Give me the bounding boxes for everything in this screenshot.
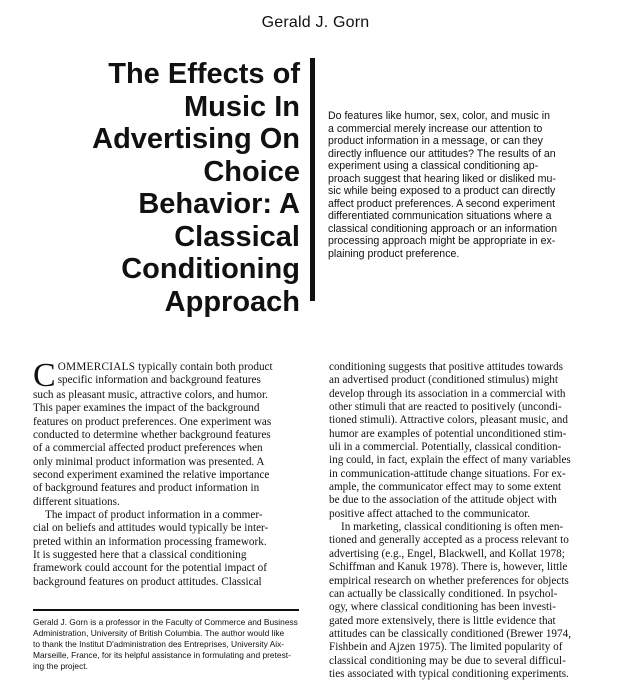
body-line: in communication-attitude change situations. For ex-: [329, 467, 566, 480]
body-line: cial on beliefs and attitudes would typically be inter-: [33, 522, 269, 535]
body-line: [33, 361, 302, 374]
footnote-line: Marseille, France, for its helpful assistance in formulating and pretest-: [33, 650, 291, 660]
drop-cap: C: [33, 357, 56, 394]
body-line: of background features and product information in: [33, 482, 260, 495]
abstract-line: proach suggest that hearing liked or disliked mu-: [328, 172, 556, 185]
lead-word: OMMERCIALS: [57, 361, 136, 373]
body-line: tioned stimuli). Attractive colors, pleasant music, and: [329, 414, 568, 427]
body-line: This paper examines the impact of the background: [33, 402, 260, 415]
body-column-right: [329, 361, 599, 681]
footnote-rule: [33, 609, 299, 611]
body-line: ing could, in fact, explain the effect of many variables: [329, 454, 571, 467]
body-line: features on product preferences. One experiment was: [33, 415, 272, 428]
body-line: an advertised product (conditioned stimulus) might: [329, 374, 558, 387]
body-line: Fishbein and Ajzen 1975). The limited popularity of: [329, 641, 563, 654]
body-line: specific information and background features: [57, 374, 261, 387]
body-line: only minimal product information was presented. A: [33, 455, 265, 468]
body-line: tioned and generally accepted as a process relevant to: [329, 534, 569, 547]
body-line: attitudes can be classically conditioned (Brewer 1974,: [329, 627, 572, 640]
footnote-line: Gerald J. Gorn is a professor in the Faculty of Commerce and Business: [33, 617, 298, 627]
body-line: different situations.: [33, 495, 120, 508]
abstract-line: plaining product preference.: [328, 247, 460, 260]
body-line: It is suggested here that a classical conditioning: [33, 549, 247, 562]
abstract-line: affect product preferences. A second experiment: [328, 197, 556, 210]
body-line: preted within an information processing framework.: [33, 535, 267, 548]
body-line: conditioning suggests that positive attitudes towards: [329, 361, 563, 373]
body-line: empirical research on whether preferences for objects: [329, 574, 569, 587]
body-line: gated more extensively, there is little evidence that: [329, 614, 556, 627]
body-line: other stimuli that are reacted to positively (uncondi-: [329, 401, 562, 414]
abstract-line: sic while being exposed to a product can directly: [328, 185, 556, 197]
body-column-left: [33, 357, 302, 589]
body-line: Schiffman and Kanuk 1978). There is, however, little: [329, 561, 568, 574]
body-line: ample, the communicator effect may to some extent: [329, 481, 562, 494]
title-line: Choice: [203, 155, 300, 188]
title-line: Conditioning: [121, 253, 300, 285]
body-line: classical conditioning may be due to several difficul-: [329, 654, 566, 667]
body-line: positive affect attached to the communicator.: [329, 507, 531, 520]
author-footnote: [33, 617, 301, 672]
abstract-line: directly influence our attitudes? The results of an: [328, 147, 556, 160]
body-line: advertising (e.g., Engel, Blackwell, and Kollat 1978;: [329, 547, 565, 560]
article-title: [0, 58, 300, 318]
body-line: be due to the association of the attitude object with: [329, 494, 557, 507]
body-line: framework could account for the potential impact of: [33, 562, 267, 575]
body-line: ogy, where classical conditioning has been investi-: [329, 601, 556, 614]
title-divider: [310, 58, 315, 301]
author-name: Gerald J. Gorn: [261, 14, 370, 31]
title-line: Approach: [164, 285, 300, 318]
abstract-line: experiment using a classical conditioning ap-: [328, 160, 539, 172]
footnote-line: ing the project.: [33, 661, 88, 671]
abstract-line: a commercial merely increase our attention to: [328, 122, 543, 135]
abstract: [328, 110, 608, 260]
footnote-line: Administration, University of British Columbia. The author would like: [33, 628, 285, 638]
body-line: In marketing, classical conditioning is often men-: [341, 521, 564, 534]
body-line: background features on product attitudes. Classical: [33, 575, 262, 588]
abstract-line: differentiated communication situations where a: [328, 210, 552, 222]
title-line: Advertising On: [92, 123, 300, 155]
body-line: conducted to determine whether background features: [33, 429, 271, 442]
abstract-line: product information in a message, or can they: [328, 135, 543, 147]
title-line: The Effects of: [108, 58, 300, 90]
body-line: can actually be classically conditioned. In psychol-: [329, 587, 558, 600]
body-line: of a commercial affected product preferences when: [33, 442, 263, 455]
title-line: Music In: [183, 90, 300, 123]
abstract-line: processing approach might be appropriate in ex-: [328, 235, 556, 247]
body-line: such as pleasant music, attractive colors, and humor.: [33, 389, 268, 401]
body-line: The impact of product information in a commer-: [45, 509, 263, 522]
footnote-line: to thank the Institut D'administration des Entreprises, University Aix-: [33, 639, 285, 649]
abstract-line: classical conditioning approach or an information: [328, 222, 558, 235]
body-line: humor are examples of potential unconditioned stim-: [329, 427, 567, 440]
title-line: Classical: [174, 220, 300, 253]
lead-line-rest: typically contain both product: [135, 361, 273, 373]
body-line: uli in a commercial. Potentially, classical condition-: [329, 441, 562, 454]
body-line: second experiment examined the relative importance: [33, 469, 270, 482]
title-line: Behavior: A: [138, 188, 300, 220]
body-line: ties associated with typical conditioning experiments.: [329, 667, 569, 680]
abstract-line: Do features like humor, sex, color, and music in: [328, 110, 550, 122]
body-line: develop through its association in a commercial with: [329, 387, 566, 400]
